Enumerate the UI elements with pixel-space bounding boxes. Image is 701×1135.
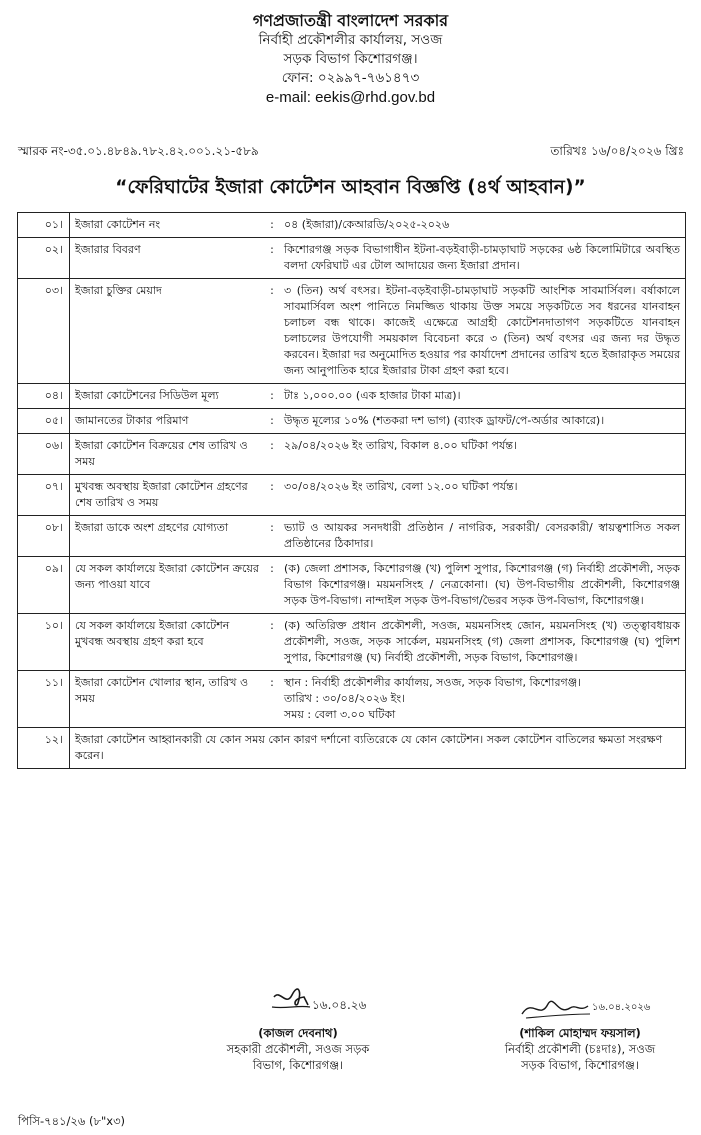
- row-label: ইজারা কোটেশন বিক্রয়ের শেষ তারিখ ও সময়: [70, 434, 266, 475]
- left-signatory-name: (কাজল দেবনাথ): [258, 1026, 338, 1040]
- row-label: ইজারার বিবরণ: [70, 238, 266, 279]
- row-colon: :: [265, 384, 279, 409]
- table-row: [18, 238, 686, 279]
- row-colon: :: [265, 279, 279, 384]
- memo-row: [18, 143, 684, 161]
- table-row: [18, 213, 686, 238]
- left-signatory: [198, 1025, 398, 1073]
- row-colon: :: [265, 238, 279, 279]
- memo-number: স্মারক নং-৩৫.০১.৪৮৪৯.৭৮২.৪২.০০১.২১-৫৮৯: [18, 144, 259, 158]
- right-signatory: [470, 1025, 690, 1073]
- row-colon: :: [265, 557, 279, 614]
- row-serial: ০১।: [18, 213, 70, 238]
- row-serial: ০৫।: [18, 409, 70, 434]
- row-serial: ০৮।: [18, 516, 70, 557]
- row-serial: ০৯।: [18, 557, 70, 614]
- row-colon: :: [265, 409, 279, 434]
- row-value: (ক) জেলা প্রশাসক, কিশোরগঞ্জ (খ) পুলিশ সুপার, কিশোরগঞ্জ (গ) নির্বাহী প্রকৌশলী, সড়ক বিভাগ কিশোরগঞ্জ। ময়মনসিংহ / নেত্রকোনা। (ঘ) উপ-বিভাগীয় প্রকৌশলী, কিশোরগঞ্জ সড়ক উপ-বিভাগ। নান্দাইল সড়ক উপ-বিভাগ/ভৈরব সড়ক উপ-বিভাগ, কিশোরগঞ্জ।: [279, 557, 686, 614]
- opening-time: সময় : বেলা ৩.০০ ঘটিকা: [284, 708, 396, 721]
- table-row: [18, 409, 686, 434]
- row-label: যে সকল কার্যালয়ে ইজারা কোটেশন মুখবন্ধ অবস্থায় গ্রহণ করা হবে: [70, 614, 266, 671]
- left-sign-date: ১৬.০৪.২৬: [312, 998, 367, 1012]
- left-signature: [268, 985, 388, 1025]
- row-value: কিশোরগঞ্জ সড়ক বিভাগাধীন ইটনা-বড়ইবাড়ী-চামড়াঘাট সড়কের ৬ষ্ঠ কিলোমিটারে অবস্থিত বলদা ফেরিঘাট এর টোল আদায়ের জন্য ইজারা প্রদান।: [279, 238, 686, 279]
- row-serial: ০৭।: [18, 475, 70, 516]
- row-serial: ০২।: [18, 238, 70, 279]
- table-row: [18, 671, 686, 728]
- table-row: [18, 434, 686, 475]
- print-reference-code: পিসি-৭৪১/২৬ (৮"x৩): [18, 1114, 126, 1128]
- right-signatory-name: (শাকিল মোহাম্মদ ফয়সাল): [519, 1026, 641, 1040]
- row-serial: ১২।: [18, 728, 70, 769]
- row-label: ইজারা চুক্তির মেয়াদ: [70, 279, 266, 384]
- row-value: ৩০/০৪/২০২৬ ইং তারিখ, বেলা ১২.০০ ঘটিকা পর্যন্ত।: [279, 475, 686, 516]
- notice-title: “ফেরিঘাটের ইজারা কোটেশন আহবান বিজ্ঞপ্তি (৪র্থ আহবান)”: [115, 177, 586, 198]
- row-value: ২৯/০৪/২০২৬ ইং তারিখ, বিকাল ৪.০০ ঘটিকা পর্যন্ত।: [279, 434, 686, 475]
- authority-note: ইজারা কোটেশন আহ্বানকারী যে কোন সময় কোন কারণ দর্শানো ব্যতিরেকে যে কোন কোটেশন। সকল কোটেশন বাতিলের ক্ষমতা সংরক্ষণ করেন।: [70, 728, 686, 769]
- table-row: [18, 614, 686, 671]
- opening-details: [279, 671, 686, 728]
- row-serial: ০৪।: [18, 384, 70, 409]
- row-colon: :: [265, 434, 279, 475]
- row-value: (ক) অতিরিক্ত প্রধান প্রকৌশলী, সওজ, ময়মনসিংহ জোন, ময়মনসিংহ (খ) তত্ত্বাবধায়ক প্রকৌশলী, সওজ, সড়ক সার্কেল, ময়মনসিংহ (গ) জেলা প্রশাসক, কিশোরগঞ্জ (ঘ) পুলিশ সুপার, কিশোরগঞ্জ (ঘ) নির্বাহী প্রকৌশলী, সড়ক বিভাগ, কিশোরগঞ্জ।: [279, 614, 686, 671]
- row-value: ৩ (তিন) অর্থ বৎসর। ইটনা-বড়ইবাড়ী-চামড়াঘাট সড়কটি আংশিক সাবমার্সিবল। বর্ষাকালে সাবমার্সিবল অংশ পানিতে নিমজ্জিত থাকায় উক্ত সময়ে সড়কটিতে সব ধরনের যানবাহন চলাচল বন্ধ থাকে। কাজেই এক্ষেত্রে আগ্রহী কোটেশনদাতাগণ সড়কটিতে যানবাহন চলাচলের উপযোগী সময়কাল বিবেচনা করে ৩ (তিন) অর্থ বৎসর এর জন্য দর উদ্ধৃত করবেন। ইজারা দর অনুমোদিত হওয়ার পর কার্যাদেশ প্রদানের তারিখ হতে ইজারাকৃত সময়ের জন্য আনুপাতিক হারে ইজারার টাকা গ্রহণ করা হবে।: [279, 279, 686, 384]
- right-signature: [518, 990, 678, 1026]
- row-serial: ০৩।: [18, 279, 70, 384]
- row-serial: ০৬।: [18, 434, 70, 475]
- row-label: মুখবন্ধ অবস্থায় ইজারা কোটেশন গ্রহণের শেষ তারিখ ও সময়: [70, 475, 266, 516]
- row-value: ০৪ (ইজারা)/কেআরডি/২০২৫-২০২৬: [279, 213, 686, 238]
- row-label: ইজারা কোটেশন খোলার স্থান, তারিখ ও সময়: [70, 671, 266, 728]
- row-colon: :: [265, 516, 279, 557]
- table-row: [18, 384, 686, 409]
- office-name: নির্বাহী প্রকৌশলীর কার্যালয়, সওজ: [258, 32, 443, 48]
- table-row: [18, 557, 686, 614]
- notice-table: [17, 212, 686, 769]
- row-label: ইজারা কোটেশনের সিডিউল মূল্য: [70, 384, 266, 409]
- row-colon: :: [265, 614, 279, 671]
- left-signatory-office: বিভাগ, কিশোরগঞ্জ।: [252, 1058, 344, 1072]
- row-serial: ১১।: [18, 671, 70, 728]
- table-row: [18, 279, 686, 384]
- table-row: [18, 728, 686, 769]
- table-row: [18, 475, 686, 516]
- division-name: সড়ক বিভাগ কিশোরগঞ্জ।: [283, 51, 418, 67]
- opening-place: স্থান : নির্বাহী প্রকৌশলীর কার্যালয়, সওজ, সড়ক বিভাগ, কিশোরগঞ্জ।: [284, 676, 582, 689]
- right-sign-date: ১৬.০৪.২০২৬: [592, 1002, 651, 1013]
- row-label: ইজারা কোটেশন নং: [70, 213, 266, 238]
- row-label: যে সকল কার্যালয়ে ইজারা কোটেশন ক্রয়ের জন্য পাওয়া যাবে: [70, 557, 266, 614]
- right-signatory-designation: নির্বাহী প্রকৌশলী (চঃদাঃ), সওজ: [504, 1042, 656, 1056]
- phone-number: ফোন: ০২৯৯৭-৭৬১৪৭৩: [281, 70, 420, 86]
- row-label: জামানতের টাকার পরিমাণ: [70, 409, 266, 434]
- email-address: e-mail: eekis@rhd.gov.bd: [265, 89, 436, 106]
- right-signatory-office: সড়ক বিভাগ, কিশোরগঞ্জ।: [521, 1058, 639, 1072]
- table-row: [18, 516, 686, 557]
- government-name: গণপ্রজাতন্ত্রী বাংলাদেশ সরকার: [252, 11, 449, 30]
- letterhead: [0, 10, 701, 107]
- left-signatory-designation: সহকারী প্রকৌশলী, সওজ সড়ক: [226, 1042, 370, 1056]
- row-colon: :: [265, 213, 279, 238]
- opening-date: তারিখ : ৩০/০৪/২০২৬ ইং।: [284, 692, 406, 705]
- row-value: উদ্ধৃত মূল্যের ১০% (শতকরা দশ ভাগ) (ব্যাংক ড্রাফট/পে-অর্ডার আকারে)।: [279, 409, 686, 434]
- row-colon: :: [265, 475, 279, 516]
- memo-date: তারিখঃ ১৬/০৪/২০২৬ খ্রিঃ: [550, 144, 684, 158]
- row-colon: :: [265, 671, 279, 728]
- row-label: ইজারা ডাকে অংশ গ্রহণের যোগ্যতা: [70, 516, 266, 557]
- row-serial: ১০।: [18, 614, 70, 671]
- row-value: টাঃ ১,০০০.০০ (এক হাজার টাকা মাত্র)।: [279, 384, 686, 409]
- row-value: ভ্যাট ও আয়কর সনদধারী প্রতিষ্ঠান / নাগরিক, সরকারী/ বেসরকারী/ স্বায়ত্বশাসিত সকল প্রতিষ্ঠানের ঠিকাদার।: [279, 516, 686, 557]
